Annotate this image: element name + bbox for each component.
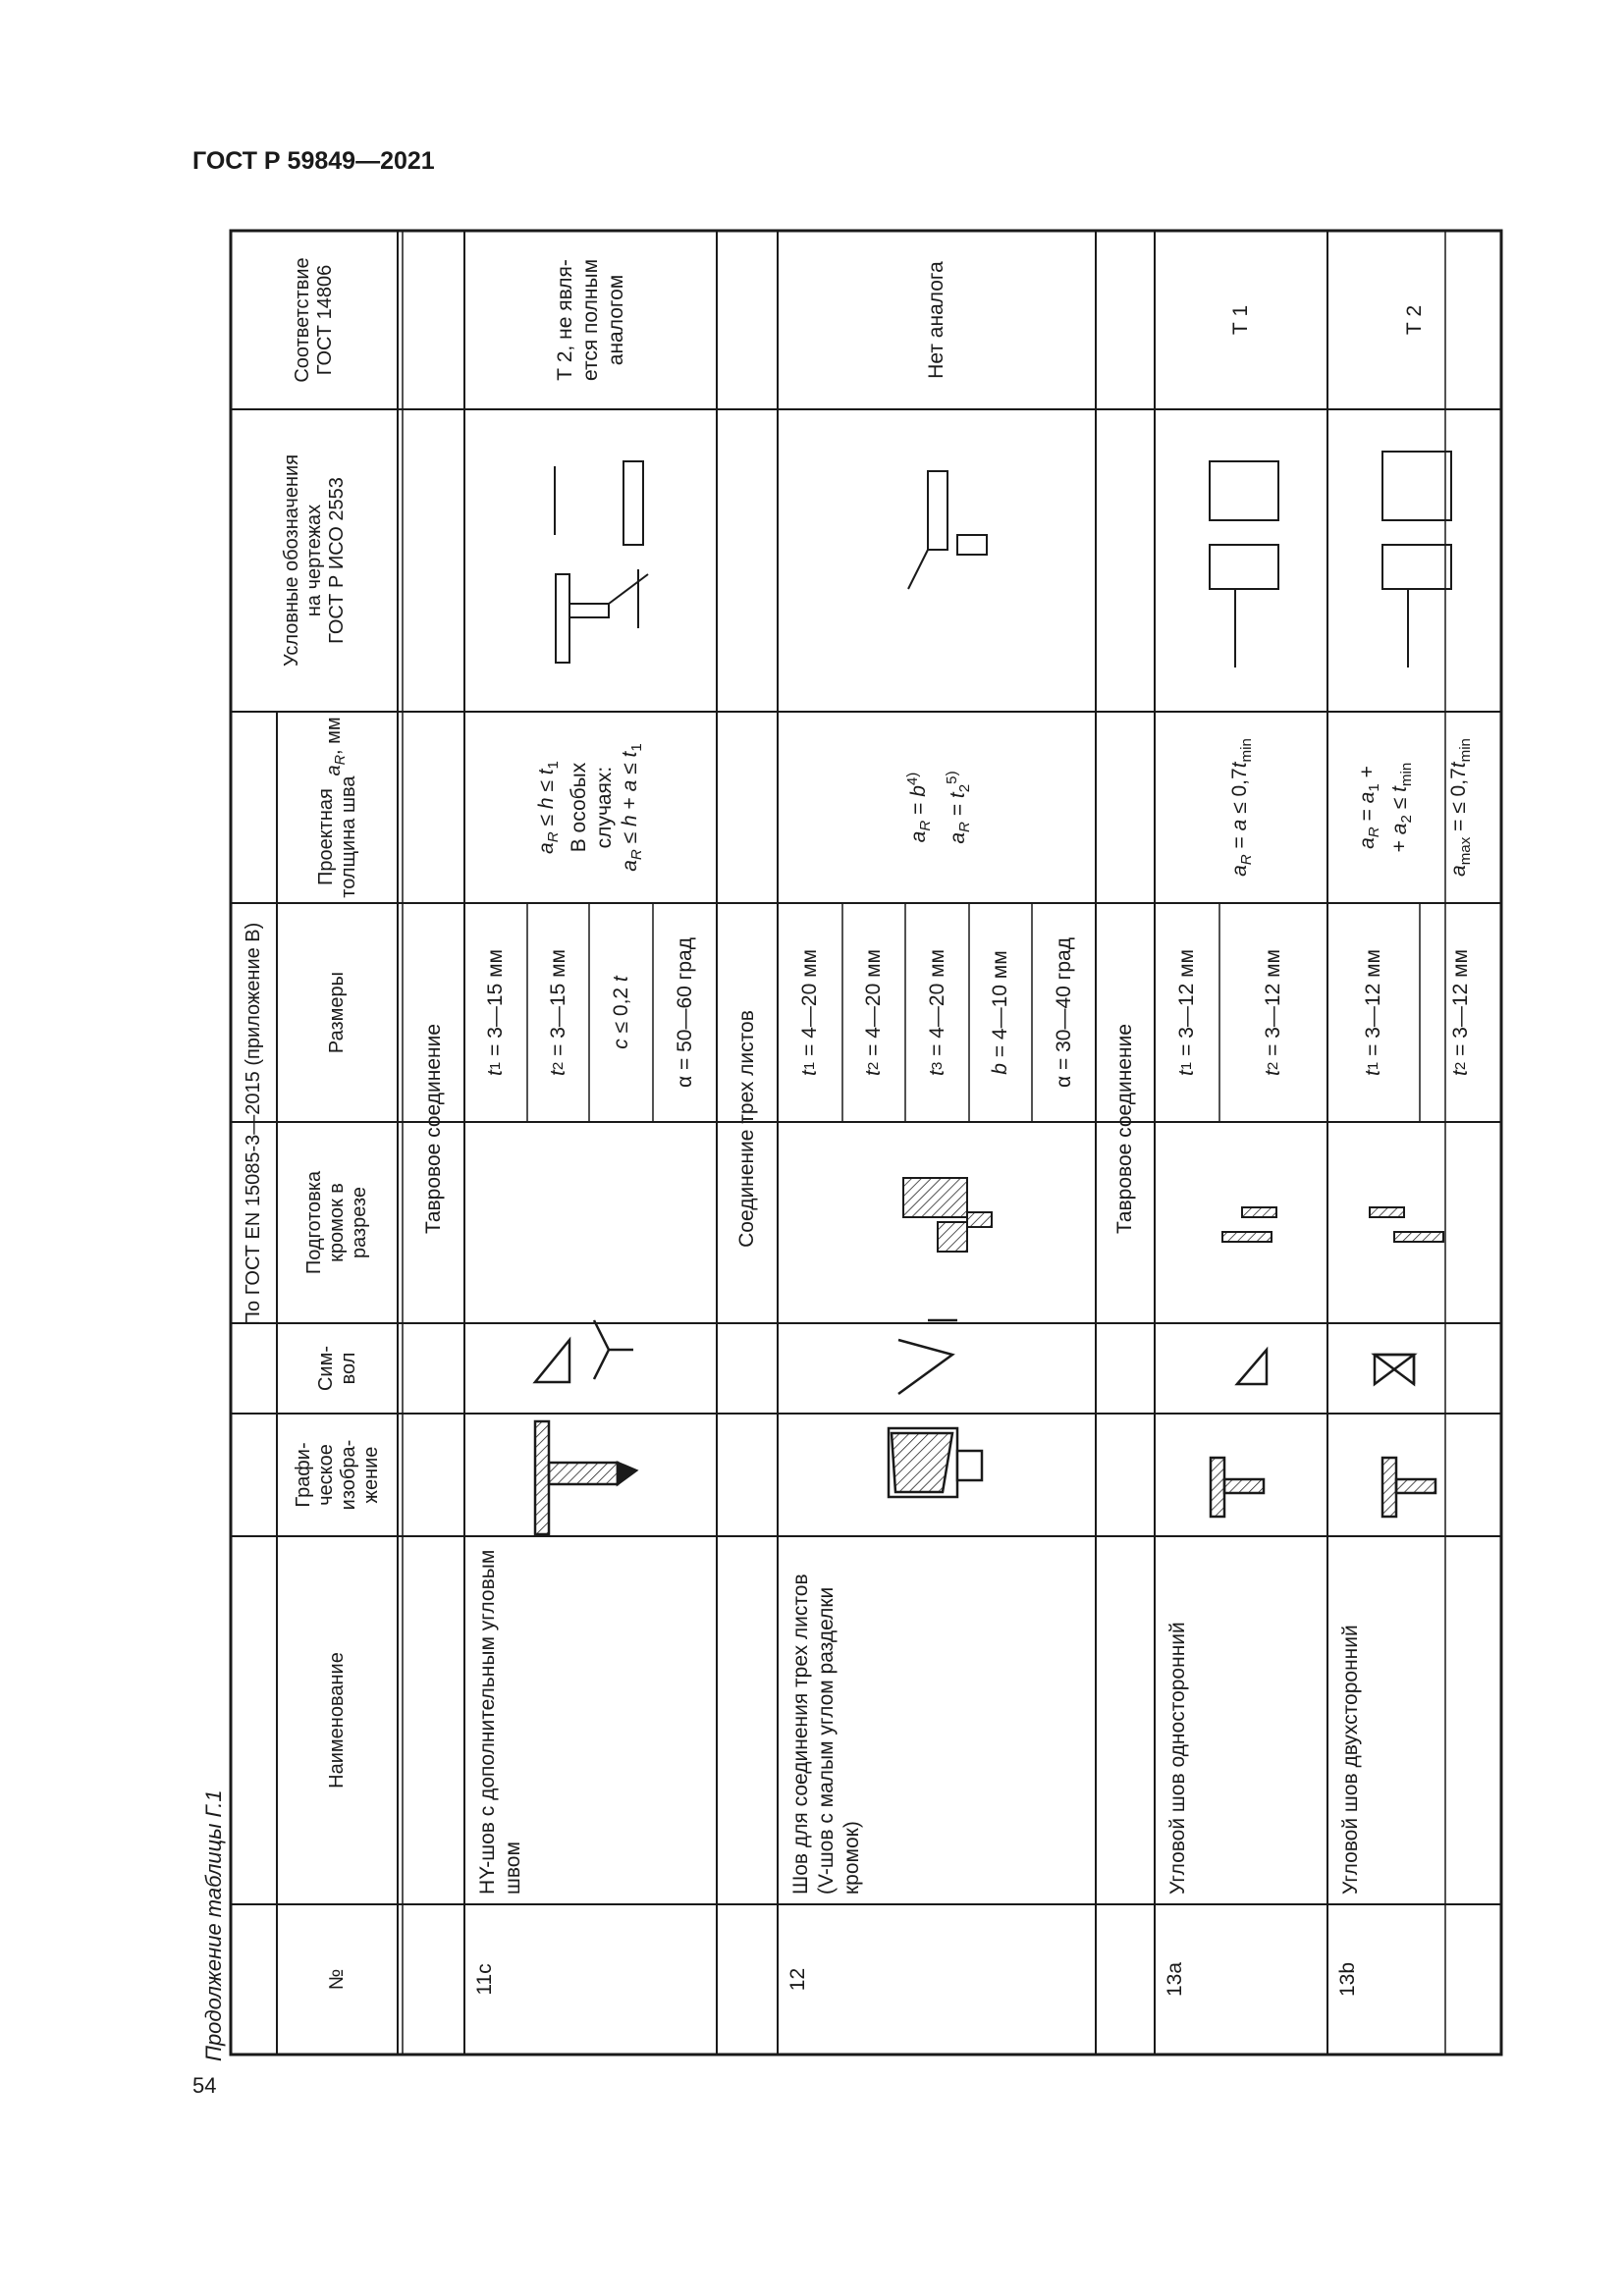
col-header-prep: Подготовка кромок в разрезе [303, 1170, 370, 1275]
col-header-symbol: Сим- вол [314, 1345, 359, 1392]
col-header-graphic: Графи- ческое изобра- жение [292, 1439, 382, 1511]
row-11c-name: HY-шов с дополнительным угловым швом [476, 1549, 524, 1895]
section-t-joint-2: Тавровое соединение [1113, 1023, 1136, 1235]
col-header-thick: Проектная толщина шва $a_R$, мм [314, 717, 359, 898]
col-header-group: По ГОСТ EN 15085-3—2015 (приложение В) [243, 922, 264, 1326]
row-13b-name: Угловой шов двухсторонний [1339, 1625, 1362, 1895]
row-12-dim-t3: t 3 = 4—20 мм [925, 949, 948, 1076]
row-13a-thickness: $a_R = a \le 0,7t_{min}$ [1227, 738, 1256, 877]
row-11c-no: 11c [473, 1963, 496, 1996]
section-three-sheets: Соединение трех листов [735, 1010, 758, 1248]
row-13b-no: 13b [1336, 1961, 1359, 1998]
row-12-dim-t1: t 1 = 4—20 мм [798, 949, 821, 1076]
row-12-thickness: $a_R = b^{4)}$ $a_R = t_2^{5)}$ [904, 771, 973, 844]
row-12-gost: Нет аналога [925, 261, 947, 379]
fillet-symbol-icon-11c [535, 1320, 633, 1382]
col-header-gost14806: Соответствие ГОСТ 14806 [292, 257, 336, 383]
row-13b-dim-t1: t 1 = 3—12 мм [1362, 949, 1384, 1076]
row-13a-no: 13a [1164, 1961, 1186, 1998]
fillet-symbol-icon-13a [1237, 1350, 1267, 1384]
section-t-joint-1: Тавровое соединение [421, 1023, 445, 1235]
row-11c-dim-c: c ≤ 0,2 t [609, 976, 632, 1049]
row-13a-dim-t2: t 2 = 3—12 мм [1262, 949, 1284, 1076]
row-12-name: Шов для соединения трех листов (V-шов с малым углом разделки кромок) [789, 1574, 863, 1895]
row-13b-gost: Т 2 [1402, 304, 1426, 336]
row-11c-gost: Т 2, не явля- ется полным аналогом [553, 258, 627, 382]
row-11c-dim-alpha: α = 50—60 град [673, 937, 696, 1088]
row-13a-dim-t1: t 1 = 3—12 мм [1175, 949, 1198, 1076]
weld-designation-drawing [555, 452, 1451, 667]
t-joint-weld-drawing-13a [1211, 1458, 1264, 1517]
col-header-dims: Размеры [326, 971, 348, 1054]
row-12-dim-t2: t 2 = 4—20 мм [862, 949, 885, 1076]
col-header-no: № [326, 1968, 348, 1991]
row-13a-name: Угловой шов односторонний [1166, 1622, 1189, 1895]
row-13b-dim-t2: t 2 = 3—12 мм [1448, 949, 1472, 1076]
row-13a-gost: Т 1 [1229, 304, 1252, 336]
row-11c-thickness: $a_R \le h \le t_1$ В особых случаях: $a_R \le h + a \le t_1$ [534, 743, 646, 872]
row-11c-dim-t2: t 2 = 3—15 мм [546, 949, 569, 1076]
t-joint-weld-drawing-11c [535, 1421, 636, 1534]
table-caption: Продолжение таблицы Г.1 [201, 1789, 226, 2061]
document-header: ГОСТ Р 59849—2021 [192, 147, 435, 175]
double-fillet-symbol-icon-13b [1375, 1355, 1414, 1384]
v-symbol-icon-12 [898, 1320, 957, 1394]
row-11c-dim-t1: t 1 = 3—15 мм [484, 949, 507, 1076]
col-header-designation: Условные обозначения на чертежах ГОСТ Р ИСО 2553 [280, 454, 348, 667]
t-joint-weld-drawing-13b [1382, 1458, 1435, 1517]
row-12-dim-alpha: α = 30—40 град [1052, 937, 1075, 1088]
row-12-dim-b: b = 4—10 мм [989, 950, 1011, 1075]
row-12-no: 12 [786, 1967, 809, 1992]
edge-prep-diagram [903, 1178, 1443, 1252]
t-joint-weld-drawing-12 [889, 1428, 982, 1497]
col-header-name: Наименование [326, 1652, 348, 1789]
page-number: 54 [192, 2073, 217, 2098]
row-13b-thickness: $a_R = a_1$ + + $a_2 \le t_{min}$ $a_{max}$ = ≤ $0,7t_{min}$ [1356, 738, 1474, 877]
